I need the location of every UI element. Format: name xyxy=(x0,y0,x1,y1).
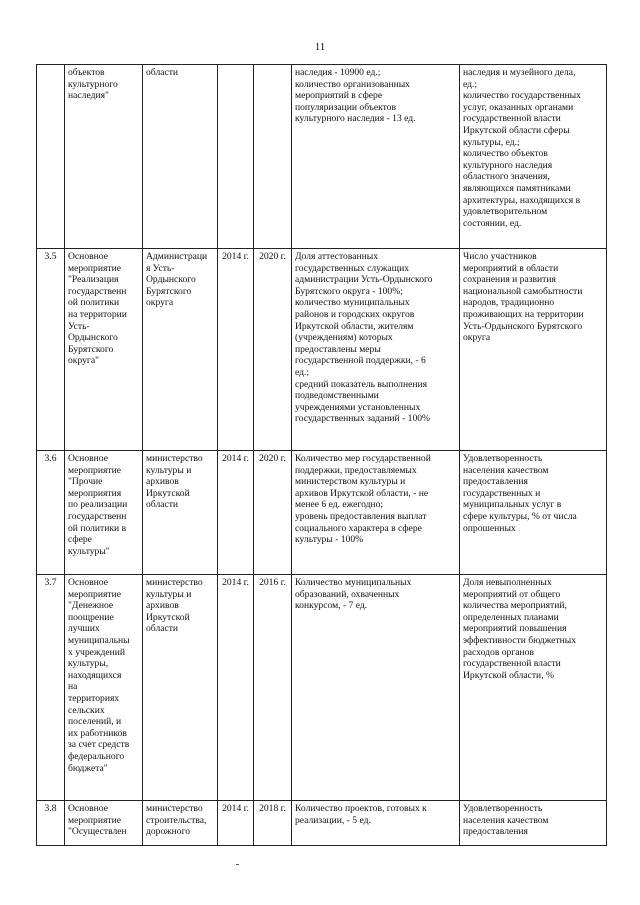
page-number: 11 xyxy=(314,41,326,53)
year-start: 2014 г. xyxy=(218,801,254,846)
results: Число участников мероприятий в области сохранения и развития национальной самобытности народов, традиционно проживающих на территории Усть-Ордынского Бурятского округа xyxy=(460,249,607,451)
year-start: 2014 г. xyxy=(218,451,254,575)
executor: министерство культуры и архивов Иркутской области xyxy=(143,575,218,801)
year-end xyxy=(254,65,292,249)
activity-name: Основное мероприятие "Реализация государственн ой политики на территории Усть- Ордынского Бурятского округа" xyxy=(65,249,143,451)
program-table xyxy=(36,64,607,846)
activity-name: Основное мероприятие "Прочие мероприятия по реализации государственн ой политики в сфере культуры" xyxy=(65,451,143,575)
executor: Администраци я Усть- Ордынского Бурятского округа xyxy=(143,249,218,451)
table-row xyxy=(37,575,607,801)
results: наследия и музейного дела, ед.; количество государственных услуг, оказанных органами государственной власти Иркутской области сферы культуры, ед.; количество объектов культурного наследия областного значения, являющихся памятниками архитектуры, находящихся в удовлетворительном состоянии, ед. xyxy=(460,65,607,249)
activity-name: Основное мероприятие "Осуществлен xyxy=(65,801,143,846)
year-end: 2020 г. xyxy=(254,451,292,575)
indicators: Количество проектов, готовых к реализации, - 5 ед. xyxy=(292,801,460,846)
indicators: Количество мер государственной поддержки, предоставляемых министерством культуры и архивов Иркутской области, - не менее 6 ед. ежегодно; уровень предоставления выплат социального характера в сфере культуры - 100% xyxy=(292,451,460,575)
row-number: 3.8 xyxy=(37,801,65,846)
year-end: 2020 г. xyxy=(254,249,292,451)
year-end: 2016 г. xyxy=(254,575,292,801)
activity-name: объектов культурного наследия" xyxy=(65,65,143,249)
row-number: 3.7 xyxy=(37,575,65,801)
table-row xyxy=(37,451,607,575)
year-start: 2014 г. xyxy=(218,249,254,451)
row-number: 3.5 xyxy=(37,249,65,451)
results: Удовлетворенность населения качеством предоставления xyxy=(460,801,607,846)
indicators: Количество муниципальных образований, охваченных конкурсом, - 7 ед. xyxy=(292,575,460,801)
results: Удовлетворенность населения качеством предоставления государственных и муниципальных услуг в сфере культуры, % от числа опрошенных xyxy=(460,451,607,575)
executor: министерство культуры и архивов Иркутской области xyxy=(143,451,218,575)
indicators: наследия - 10900 ед.; количество организованных мероприятий в сфере популяризации объектов культурного наследия - 13 ед. xyxy=(292,65,460,249)
row-number xyxy=(37,65,65,249)
year-end: 2018 г. xyxy=(254,801,292,846)
table-row xyxy=(37,249,607,451)
activity-name: Основное мероприятие "Денежное поощрение лучших муниципальны х учреждений культуры, находящихся на территориях сельских поселений, и их работников за счет средств федерального бюджета" xyxy=(65,575,143,801)
year-start: 2014 г. xyxy=(218,575,254,801)
table-row xyxy=(37,65,607,249)
year-start xyxy=(218,65,254,249)
row-number: 3.6 xyxy=(37,451,65,575)
scan-mark xyxy=(236,864,239,865)
results: Доля невыполненных мероприятий от общего количества мероприятий, определенных планами мероприятий повышения эффективности бюджетных расходов органов государственной власти Иркутской области, % xyxy=(460,575,607,801)
table-row xyxy=(37,801,607,846)
indicators: Доля аттестованных государственных служащих администрации Усть-Ордынского Бурятского округа - 100%; количество муниципальных районов и городских округов Иркутской области, жителям (учреждениям) которых предоставлены меры государственной поддержки, - 6 ед.; средний показатель выполнения подведомственными учреждениями установленных государственных заданий - 100% xyxy=(292,249,460,451)
executor: области xyxy=(143,65,218,249)
executor: министерство строительства, дорожного xyxy=(143,801,218,846)
